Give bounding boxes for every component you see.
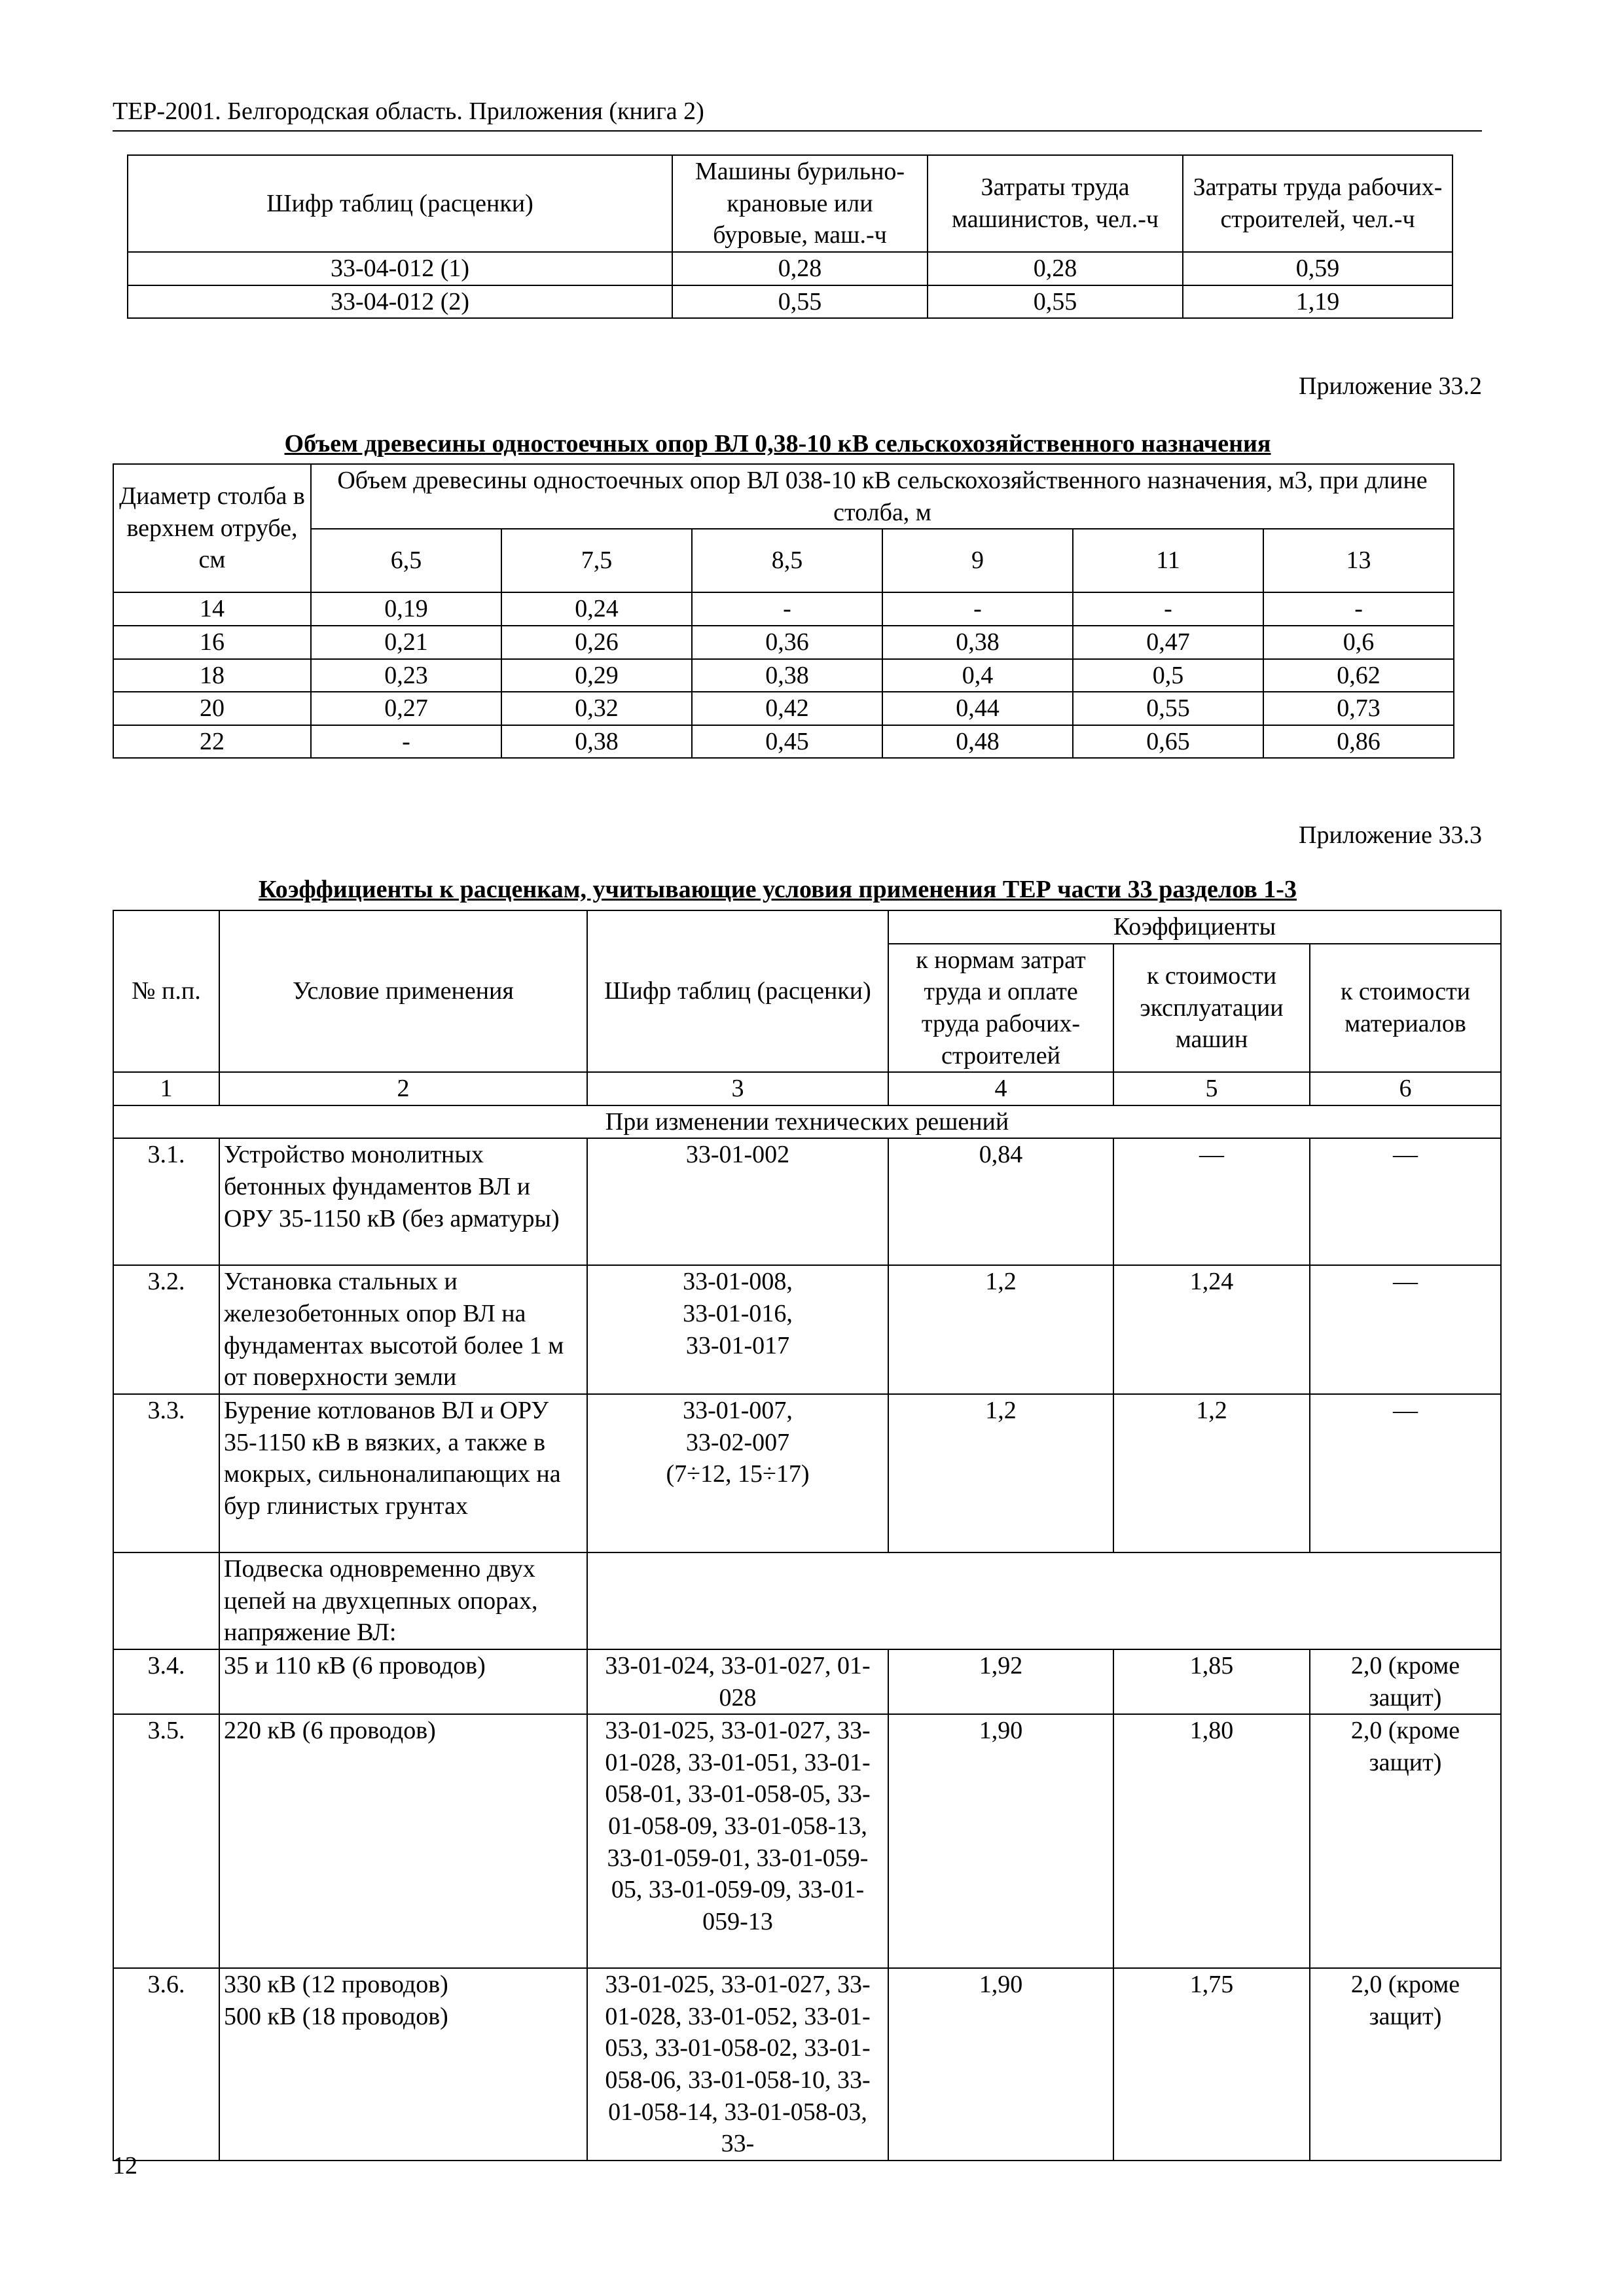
table-row xyxy=(113,1649,1501,1714)
page-header: ТЕР-2001. Белгородская область. Приложения (книга 2) xyxy=(113,96,1482,132)
appendix3-title: Коэффициенты к расценкам, учитывающие условия применения ТЕР части 33 разделов 1-3 xyxy=(259,876,1297,903)
table-row xyxy=(113,1138,1501,1265)
length-header: 9 xyxy=(882,529,1073,592)
labor-coefficient: 0,84 xyxy=(888,1138,1113,1265)
table-cell: 0,6 xyxy=(1263,626,1454,659)
table-row xyxy=(113,592,1454,626)
length-header: 8,5 xyxy=(692,529,882,592)
code-cell: 33-01-002 xyxy=(587,1138,888,1265)
table-row xyxy=(113,1714,1501,1968)
machines-coefficient: — xyxy=(1113,1138,1310,1265)
row-number: 3.6. xyxy=(113,1968,219,2161)
section-heading: При изменении технических решений xyxy=(113,1105,1501,1139)
table-cell: 16 xyxy=(113,626,311,659)
column-numbers-row xyxy=(113,1072,1501,1105)
table-cell: 20 xyxy=(113,692,311,725)
norms-table xyxy=(127,154,1453,319)
materials-coefficient: 2,0 (кроме защит) xyxy=(1310,1968,1501,2161)
column-number: 3 xyxy=(587,1072,888,1105)
table1-header-operators: Затраты труда машинистов, чел.-ч xyxy=(928,155,1183,252)
column-number: 4 xyxy=(888,1072,1113,1105)
code-cell: 33-01-008, 33-01-016, 33-01-017 xyxy=(587,1265,888,1394)
table-cell: - xyxy=(692,592,882,626)
condition-cell: 35 и 110 кВ (6 проводов) xyxy=(219,1649,587,1714)
table1-header-workers: Затраты труда рабочих-строителей, чел.-ч xyxy=(1183,155,1453,252)
table-cell: 0,5 xyxy=(1073,659,1263,692)
table-cell: 0,19 xyxy=(311,592,501,626)
table-cell: 0,23 xyxy=(311,659,501,692)
row-number: 3.4. xyxy=(113,1649,219,1714)
condition-cell: 220 кВ (6 проводов) xyxy=(219,1714,587,1968)
code-cell: 33-01-025, 33-01-027, 33-01-028, 33-01-052, 33-01-053, 33-01-058-02, 33-01-058-06, 33-01-058-10, 33-01-058-14, 33-01-058-03, 33- xyxy=(587,1968,888,2161)
page-number: 12 xyxy=(113,2152,137,2179)
col-number-header: № п.п. xyxy=(113,910,219,1072)
table-row xyxy=(128,252,1453,285)
coefficients-group-header: Коэффициенты xyxy=(888,910,1501,944)
table-cell: 0,47 xyxy=(1073,626,1263,659)
labor-coefficient: 1,2 xyxy=(888,1265,1113,1394)
code-cell: 33-01-024, 33-01-027, 01-028 xyxy=(587,1649,888,1714)
code-cell: 33-01-007, 33-02-007 (7÷12, 15÷17) xyxy=(587,1394,888,1552)
machines-coefficient: 1,75 xyxy=(1113,1968,1310,2161)
materials-coefficient: 2,0 (кроме защит) xyxy=(1310,1714,1501,1968)
table-cell: 0,4 xyxy=(882,659,1073,692)
condition-cell: Устройство монолитных бетонных фундаментов ВЛ и ОРУ 35-1150 кВ (без арматуры) xyxy=(219,1138,587,1265)
row-number: 3.5. xyxy=(113,1714,219,1968)
table-cell: 0,73 xyxy=(1263,692,1454,725)
table-cell: 0,59 xyxy=(1183,252,1453,285)
table-cell: 14 xyxy=(113,592,311,626)
table-cell: 0,27 xyxy=(311,692,501,725)
labor-coefficient: 1,92 xyxy=(888,1649,1113,1714)
row-number: 3.3. xyxy=(113,1394,219,1552)
table-cell: 0,38 xyxy=(882,626,1073,659)
table-cell: 0,55 xyxy=(672,285,928,319)
table-cell: 0,55 xyxy=(928,285,1183,319)
col-condition-header: Условие применения xyxy=(219,910,587,1072)
column-number: 1 xyxy=(113,1072,219,1105)
col-machines-header: к стоимости эксплуатации машин xyxy=(1113,944,1310,1073)
table-row xyxy=(113,692,1454,725)
materials-coefficient: — xyxy=(1310,1265,1501,1394)
table-cell: 0,38 xyxy=(501,725,692,759)
table-cell: 18 xyxy=(113,659,311,692)
table-cell: 0,26 xyxy=(501,626,692,659)
length-header: 13 xyxy=(1263,529,1454,592)
condition-cell: Бурение котлованов ВЛ и ОРУ 35-1150 кВ в вязких, а также в мокрых, сильноналипающих на бур глинистых грунтах xyxy=(219,1394,587,1552)
materials-coefficient: 2,0 (кроме защит) xyxy=(1310,1649,1501,1714)
condition-cell: Установка стальных и железобетонных опор ВЛ на фундаментах высотой более 1 м от поверхности земли xyxy=(219,1265,587,1394)
labor-coefficient: 1,90 xyxy=(888,1714,1113,1968)
table-cell: 0,24 xyxy=(501,592,692,626)
machines-coefficient: 1,85 xyxy=(1113,1649,1310,1714)
diameter-header: Диаметр столба в верхнем отрубе, см xyxy=(113,464,311,592)
table-cell: 0,32 xyxy=(501,692,692,725)
col-materials-header: к стоимости материалов xyxy=(1310,944,1501,1073)
labor-coefficient: 1,2 xyxy=(888,1394,1113,1552)
materials-coefficient: — xyxy=(1310,1138,1501,1265)
row-number: 3.2. xyxy=(113,1265,219,1394)
table-cell: 0,21 xyxy=(311,626,501,659)
table-cell: 0,36 xyxy=(692,626,882,659)
table-cell: 0,62 xyxy=(1263,659,1454,692)
table-cell: 0,86 xyxy=(1263,725,1454,759)
table-row xyxy=(128,285,1453,319)
table-cell: 1,19 xyxy=(1183,285,1453,319)
length-header: 6,5 xyxy=(311,529,501,592)
table1-header-machines: Машины бурильно-крановые или буровые, маш.-ч xyxy=(672,155,928,252)
table-cell: 0,28 xyxy=(928,252,1183,285)
table-row xyxy=(113,1552,1501,1649)
table-cell: 0,38 xyxy=(692,659,882,692)
table-cell: - xyxy=(882,592,1073,626)
table-cell: 0,28 xyxy=(672,252,928,285)
length-header: 11 xyxy=(1073,529,1263,592)
table-row xyxy=(113,626,1454,659)
condition-cell: 330 кВ (12 проводов) 500 кВ (18 проводов) xyxy=(219,1968,587,2161)
coefficients-table xyxy=(113,910,1502,2161)
appendix2-title: Объем древесины одностоечных опор ВЛ 0,38-10 кВ сельскохозяйственного назначения xyxy=(284,430,1271,457)
column-number: 2 xyxy=(219,1072,587,1105)
row-number: 3.1. xyxy=(113,1138,219,1265)
table-cell: 33-04-012 (1) xyxy=(128,252,672,285)
appendix-label-33-3: Приложение 33.3 xyxy=(1299,821,1482,849)
table1-header-code: Шифр таблиц (расценки) xyxy=(128,155,672,252)
table-row xyxy=(113,659,1454,692)
col-code-header: Шифр таблиц (расценки) xyxy=(587,910,888,1072)
column-number: 6 xyxy=(1310,1072,1501,1105)
volume-group-header: Объем древесины одностоечных опор ВЛ 038-10 кВ сельскохозяйственного назначения, м3, при длине столба, м xyxy=(311,464,1454,529)
machines-coefficient: 1,24 xyxy=(1113,1265,1310,1394)
table-row xyxy=(113,1968,1501,2161)
column-number: 5 xyxy=(1113,1072,1310,1105)
table-cell: 0,45 xyxy=(692,725,882,759)
code-cell: 33-01-025, 33-01-027, 33-01-028, 33-01-051, 33-01-058-01, 33-01-058-05, 33-01-058-09, 33-01-058-13, 33-01-059-01, 33-01-059-05, 33-01-059-09, 33-01-059-13 xyxy=(587,1714,888,1968)
table-cell: - xyxy=(1263,592,1454,626)
table-cell: 33-04-012 (2) xyxy=(128,285,672,319)
table-cell: 0,65 xyxy=(1073,725,1263,759)
table-cell: 0,29 xyxy=(501,659,692,692)
machines-coefficient: 1,80 xyxy=(1113,1714,1310,1968)
table-cell: 22 xyxy=(113,725,311,759)
suspension-heading: Подвеска одновременно двух цепей на двухцепных опорах, напряжение ВЛ: xyxy=(219,1552,587,1649)
materials-coefficient: — xyxy=(1310,1394,1501,1552)
table-row xyxy=(113,1265,1501,1394)
wood-volume-table xyxy=(113,463,1454,759)
col-labor-header: к нормам затрат труда и оплате труда рабочих-строителей xyxy=(888,944,1113,1073)
length-header: 7,5 xyxy=(501,529,692,592)
table-row xyxy=(113,725,1454,759)
table-cell: - xyxy=(311,725,501,759)
table-cell: 0,42 xyxy=(692,692,882,725)
table-cell: 0,48 xyxy=(882,725,1073,759)
appendix-label-33-2: Приложение 33.2 xyxy=(1299,372,1482,400)
table-cell: 0,44 xyxy=(882,692,1073,725)
table-cell: - xyxy=(1073,592,1263,626)
table-cell: 0,55 xyxy=(1073,692,1263,725)
labor-coefficient: 1,90 xyxy=(888,1968,1113,2161)
table-row xyxy=(113,1394,1501,1552)
machines-coefficient: 1,2 xyxy=(1113,1394,1310,1552)
